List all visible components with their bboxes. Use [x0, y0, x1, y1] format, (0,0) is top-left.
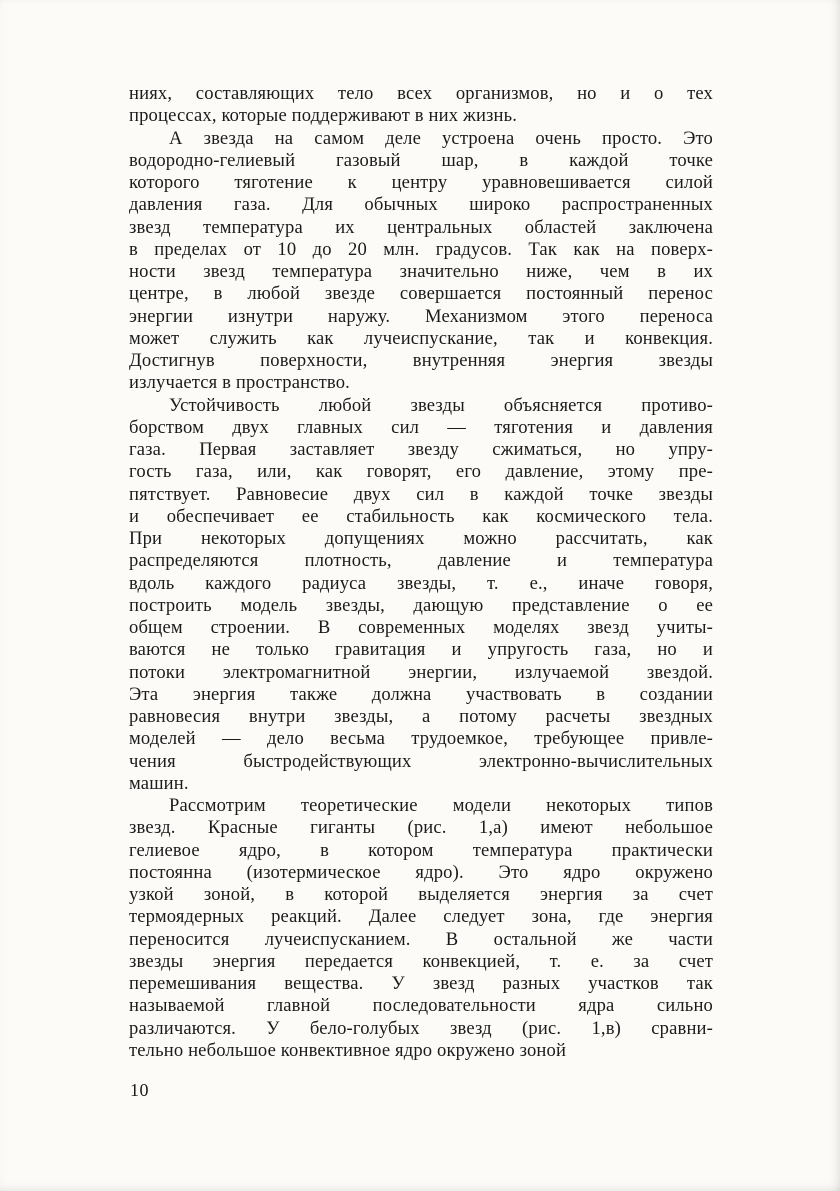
text-line: равновесия внутри звезды, а потому расчеты звездных	[129, 706, 713, 727]
text-line: ваются не только гравитация и упругость газа, но и	[129, 639, 713, 661]
text-line: гелиевое ядро, в котором температура практически	[129, 839, 713, 861]
paragraph	[129, 795, 713, 1062]
text-line: общем строении. В современных моделях звезд учиты-	[129, 617, 713, 638]
text-line: Достигнув поверхности, внутренняя энергия звезды	[129, 350, 713, 371]
text-line: машин.	[129, 772, 189, 794]
paragraph	[129, 128, 713, 395]
text-line: различаются. У бело-голубых звезд (рис. 1,в) сравни-	[129, 1017, 713, 1039]
text-line: распределяются плотность, давление и температура	[129, 550, 713, 572]
paragraph	[129, 395, 713, 796]
text-line: энергии изнутри наружу. Механизмом этого переноса	[129, 305, 713, 327]
text-line: газа. Первая заставляет звезду сжиматься, но упру-	[129, 439, 713, 460]
text-line: узкой зоной, в которой выделяется энергия за счет	[129, 884, 713, 905]
text-line: При некоторых допущениях можно рассчитать, как	[129, 528, 713, 549]
text-line: центре, в любой звезде совершается постоянный перенос	[129, 283, 713, 305]
text-line: Рассмотрим теоретические модели некоторых типов	[169, 795, 713, 816]
text-line: излучается в пространство.	[129, 372, 350, 394]
page-number: 10	[130, 1080, 149, 1100]
text-line: и обеспечивает ее стабильность как космического тела.	[129, 505, 713, 527]
text-line: ниях, составляющих тело всех организмов, но и о тех	[129, 83, 713, 104]
text-line: процессах, которые поддерживают в них жизнь.	[129, 105, 518, 127]
text-line: тельно небольшое конвективное ядро окружено зоной	[129, 1039, 567, 1061]
text-line: водородно-гелиевый газовый шар, в каждой точке	[129, 149, 713, 171]
text-line: звезд температура их центральных областей заключена	[129, 216, 713, 238]
text-line: звезды энергия передается конвекцией, т. е. за счет	[129, 950, 713, 972]
text-line: называемой главной последовательности ядра сильно	[129, 995, 713, 1017]
text-line: в пределах от 10 до 20 млн. градусов. Так как на поверх-	[129, 238, 713, 260]
text-line: построить модель звезды, дающую представление о ее	[129, 594, 713, 616]
text-line: давления газа. Для обычных широко распространенных	[129, 194, 713, 216]
text-line: звезд. Красные гиганты (рис. 1,а) имеют небольшое	[129, 817, 713, 839]
text-line: пятствует. Равновесие двух сил в каждой точке звезды	[129, 483, 713, 505]
text-line: гость газа, или, как говорят, его давление, этому пре-	[129, 461, 713, 483]
text-block	[129, 83, 713, 1062]
text-line: перемешивания вещества. У звезд разных участков так	[129, 973, 713, 994]
text-line: Эта энергия также должна участвовать в создании	[129, 683, 713, 705]
text-line: может служить как лучеиспускание, так и конвекция.	[129, 327, 713, 349]
text-line: А звезда на самом деле устроена очень просто. Это	[169, 127, 713, 149]
text-line: чения быстродействующих электронно-вычислительных	[129, 750, 713, 772]
text-line: потоки электромагнитной энергии, излучаемой звездой.	[129, 661, 713, 683]
text-line: постоянна (изотермическое ядро). Это ядро окружено	[129, 861, 713, 883]
paragraph	[129, 83, 713, 128]
text-line: борством двух главных сил — тяготения и давления	[129, 416, 713, 438]
text-line: термоядерных реакций. Далее следует зона, где энергия	[129, 906, 713, 928]
text-line: вдоль каждого радиуса звезды, т. е., иначе говоря,	[129, 572, 713, 594]
text-line: моделей — дело весьма трудоемкое, требующее привле-	[129, 728, 713, 750]
text-line: ности звезд температура значительно ниже, чем в их	[129, 261, 713, 282]
text-line: которого тяготение к центру уравновешивается силой	[129, 172, 713, 193]
text-line: Устойчивость любой звезды объясняется противо-	[169, 394, 713, 416]
text-line: переносится лучеиспусканием. В остальной же части	[129, 928, 713, 950]
